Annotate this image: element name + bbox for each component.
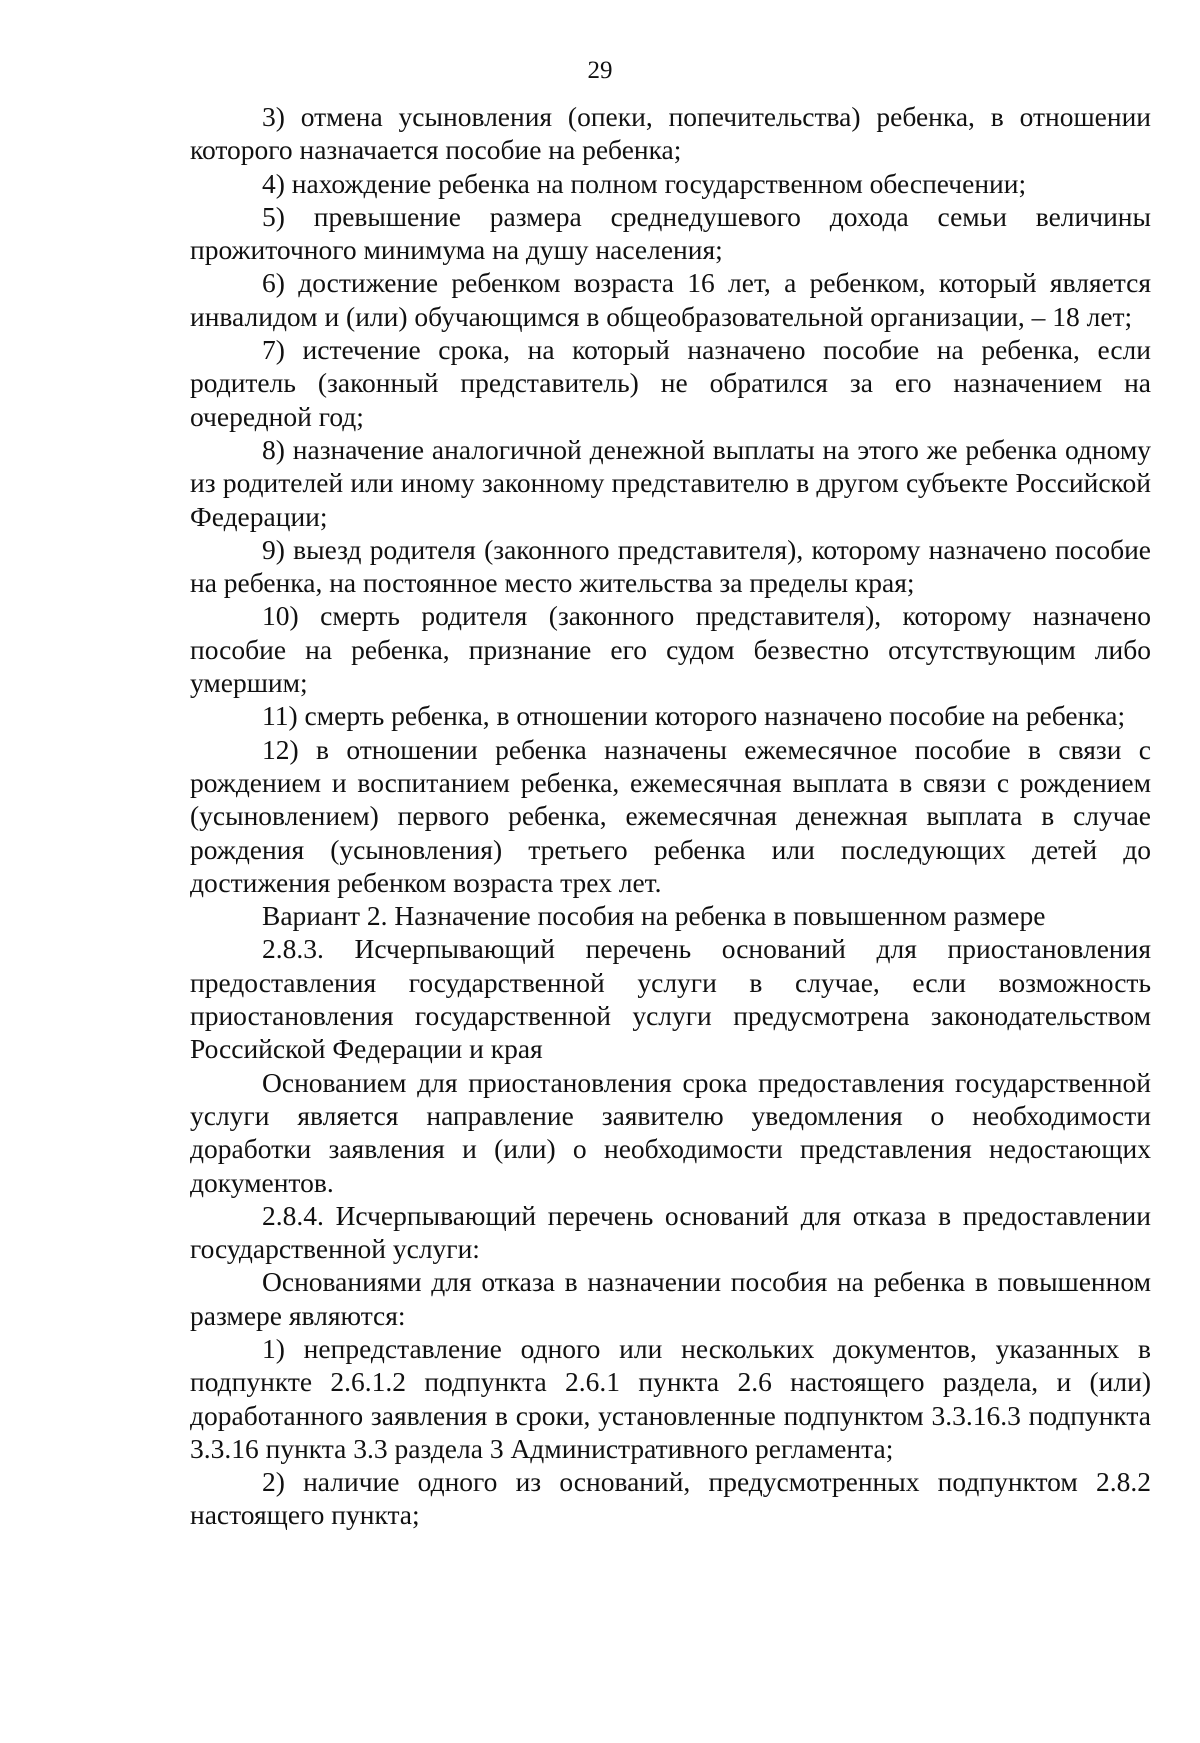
paragraph-item-3: 3) отмена усыновления (опеки, попечительства) ребенка, в отношении которого назначается пособие на ребенка; [190,101,1151,166]
refusal-ground-2: 2) наличие одного из оснований, предусмотренных подпунктом 2.8.2 настоящего пункта; [190,1466,1151,1531]
paragraph-item-9: 9) выезд родителя (законного представителя), которому назначено пособие на ребенка, на постоянное место жительства за пределы края; [190,533,1151,599]
paragraph-item-7: 7) истечение срока, на который назначено пособие на ребенка, если родитель (законный представитель) не обратился за его назначением на очередной год; [190,334,1151,432]
refusal-grounds-intro: Основаниями для отказа в назначении пособия на ребенка в повышенном размере являются: [190,1266,1151,1331]
clause-2-8-4: 2.8.4. Исчерпывающий перечень оснований для отказа в предоставлении государственной услуги: [190,1199,1151,1265]
clause-2-8-3: 2.8.3. Исчерпывающий перечень оснований для приостановления предоставления государственной услуги в случае, если возможность приостановления государственной услуги предусмотрена законодательством Российской Федерации и края [190,933,1151,1065]
section-heading-variant-2: Вариант 2. Назначение пособия на ребенка в повышенном размере [262,900,1046,932]
paragraph-item-10: 10) смерть родителя (законного представителя), которому назначено пособие на ребенка, признание его судом безвестно отсутствующим либо умершим; [190,600,1151,699]
refusal-ground-1: 1) непредставление одного или нескольких документов, указанных в подпункте 2.6.1.2 подпункта 2.6.1 пункта 2.6 настоящего раздела, и (или) доработанного заявления в сроки, установленные подпунктом 3.3.16.3 подпункта 3.3.16 пункта 3.3 раздела 3 Административного регламента; [190,1332,1151,1464]
paragraph-item-8: 8) назначение аналогичной денежной выплаты на этого же ребенка одному из родителей или иному законному представителю в другом субъекте Российской Федерации; [190,433,1151,532]
paragraph-item-12: 12) в отношении ребенка назначены ежемесячное пособие в связи с рождением и воспитанием ребенка, ежемесячная выплата в связи с рождением (усыновлением) первого ребенка, ежемесячная денежная выплата в случае рождения (усыновления) третьего ребенка или последующих детей до достижения ребенком возраста трех лет. [190,733,1151,898]
paragraph-item-11: 11) смерть ребенка, в отношении которого назначено пособие на ребенка; [262,700,1126,732]
paragraph-item-5: 5) превышение размера среднедушевого дохода семьи величины прожиточного минимума на душу населения; [190,200,1151,266]
page-number: 29 [587,57,613,84]
document-body [190,100,1151,1532]
paragraph-item-4: 4) нахождение ребенка на полном государственном обеспечении; [262,167,1027,199]
paragraph-item-6: 6) достижение ребенком возраста 16 лет, а ребенком, который является инвалидом и (или) обучающимся в общеобразовательной организации, – 18 лет; [190,267,1151,332]
suspension-basis-paragraph: Основанием для приостановления срока предоставления государственной услуги является направление заявителю уведомления о необходимости доработки заявления и (или) о необходимости представления недостающих документов. [190,1066,1151,1198]
